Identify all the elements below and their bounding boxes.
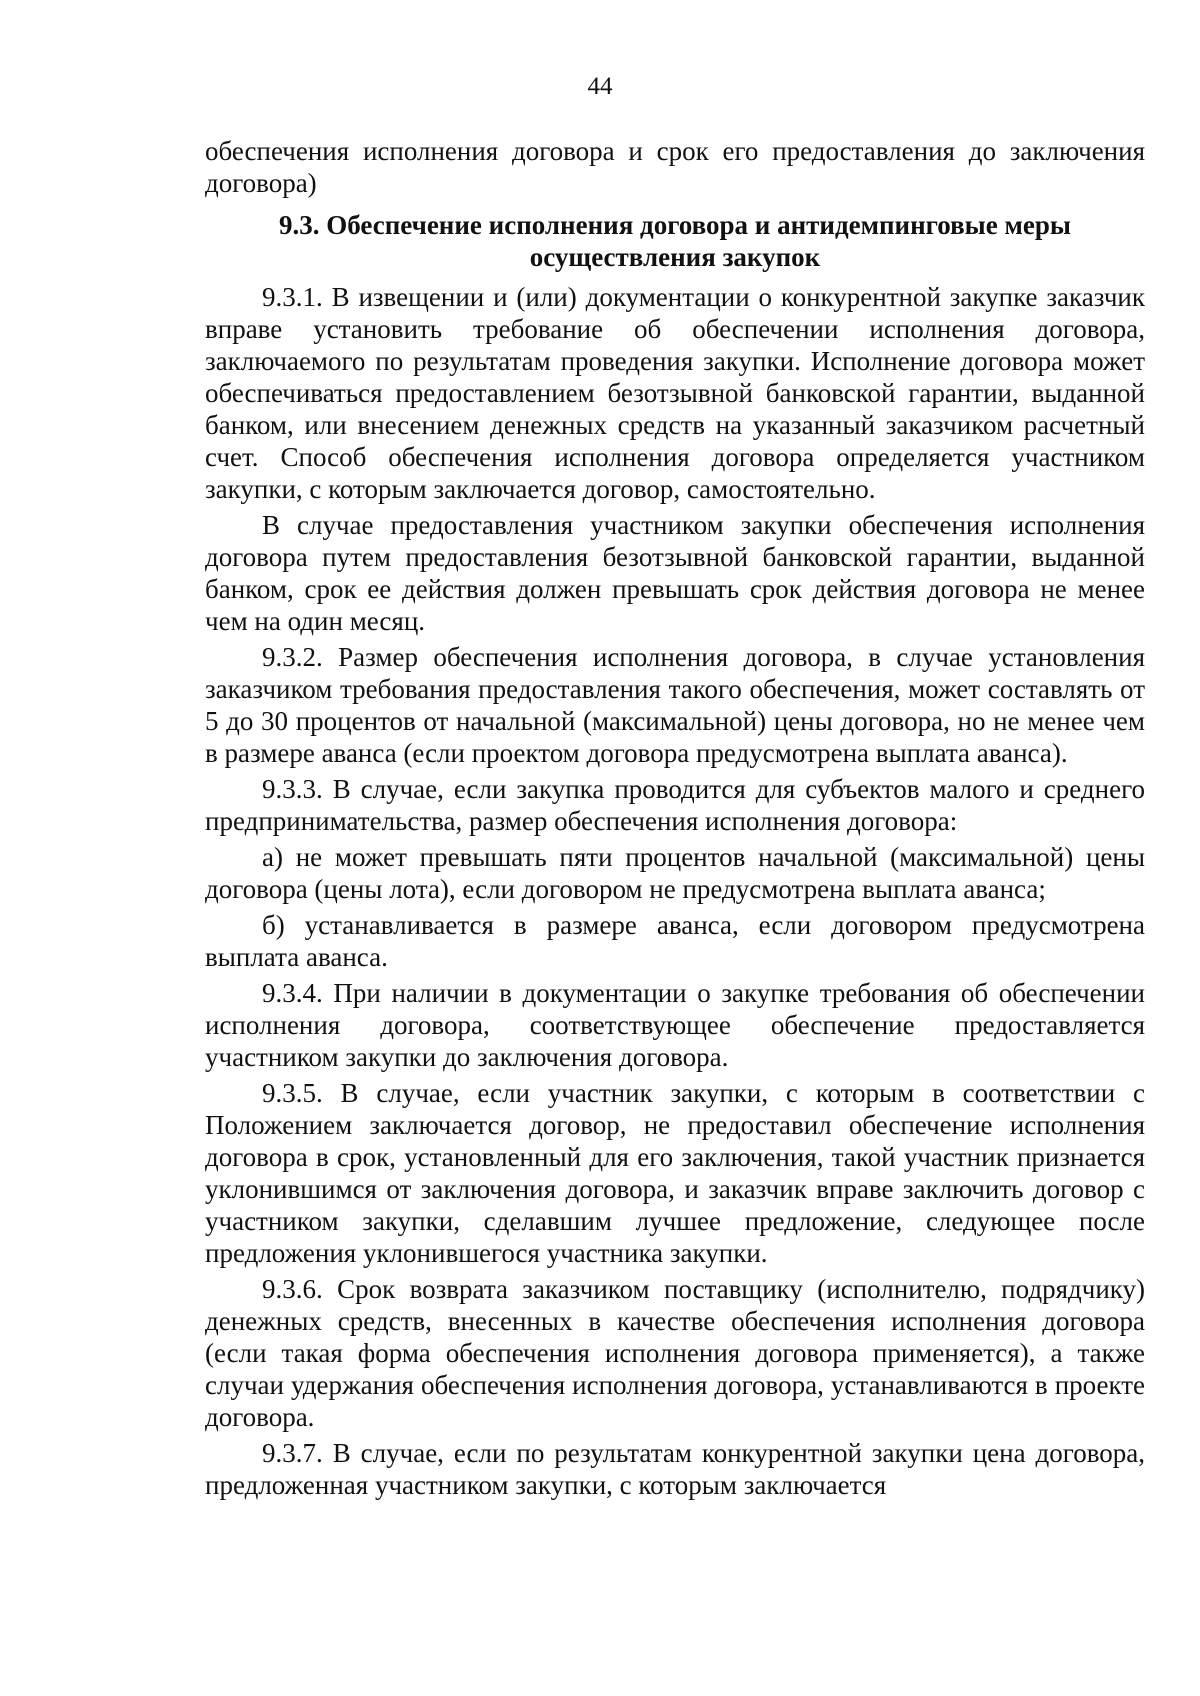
paragraph-9-3-2: 9.3.2. Размер обеспечения исполнения договора, в случае установления заказчиком требования предоставления такого обеспечения, может составлять от 5 до 30 процентов от начальной (максимальной) цены договора, но не менее чем в размере аванса (если проектом договора предусмотрена выплата аванса).	[205, 642, 1145, 768]
paragraph-9-3-3-a: а) не может превышать пяти процентов начальной (максимальной) цены договора (цены лота), если договором не предусмотрена выплата аванса;	[205, 842, 1145, 904]
paragraph-9-3-4: 9.3.4. При наличии в документации о закупке требования об обеспечении исполнения договора, соответствующее обеспечение предоставляется участником закупки до заключения договора.	[205, 978, 1145, 1072]
paragraph-9-3-3: 9.3.3. В случае, если закупка проводится для субъектов малого и среднего предпринимательства, размер обеспечения исполнения договора:	[205, 774, 1145, 836]
paragraph-bank-guarantee: В случае предоставления участником закупки обеспечения исполнения договора путем предоставления безотзывной банковской гарантии, выданной банком, срок ее действия должен превышать срок действия договора не менее чем на один месяц.	[205, 510, 1145, 636]
section-heading: 9.3. Обеспечение исполнения договора и антидемпинговые меры осуществления закупок	[279, 210, 1071, 272]
lead-paragraph: обеспечения исполнения договора и срок его предоставления до заключения договора)	[205, 136, 1145, 198]
paragraph-9-3-5: 9.3.5. В случае, если участник закупки, с которым в соответствии с Положением заключается договор, не предоставил обеспечение исполнения договора в срок, установленный для его заключения, такой участник признается уклонившимся от заключения договора, и заказчик вправе заключить договор с участником закупки, сделавшим лучшее предложение, следующее после предложения уклонившегося участника закупки.	[205, 1078, 1145, 1268]
paragraph-9-3-6: 9.3.6. Срок возврата заказчиком поставщику (исполнителю, подрядчику) денежных средств, внесенных в качестве обеспечения исполнения договора (если такая форма обеспечения исполнения договора применяется), а также случаи удержания обеспечения исполнения договора, устанавливаются в проекте договора.	[205, 1274, 1145, 1432]
paragraph-9-3-3-b: б) устанавливается в размере аванса, если договором предусмотрена выплата аванса.	[205, 910, 1145, 972]
paragraph-9-3-1: 9.3.1. В извещении и (или) документации о конкурентной закупке заказчик вправе установить требование об обеспечении исполнения договора, заключаемого по результатам проведения закупки. Исполнение договора может обеспечиваться предоставлением безотзывной банковской гарантии, выданной банком, или внесением денежных средств на указанный заказчиком расчетный счет. Способ обеспечения исполнения договора определяется участником закупки, с которым заключается договор, самостоятельно.	[205, 282, 1145, 504]
page-number: 44	[587, 73, 613, 100]
document-body	[205, 135, 1145, 1501]
paragraph-9-3-7: 9.3.7. В случае, если по результатам конкурентной закупки цена договора, предложенная участником закупки, с которым заключается	[205, 1438, 1145, 1500]
